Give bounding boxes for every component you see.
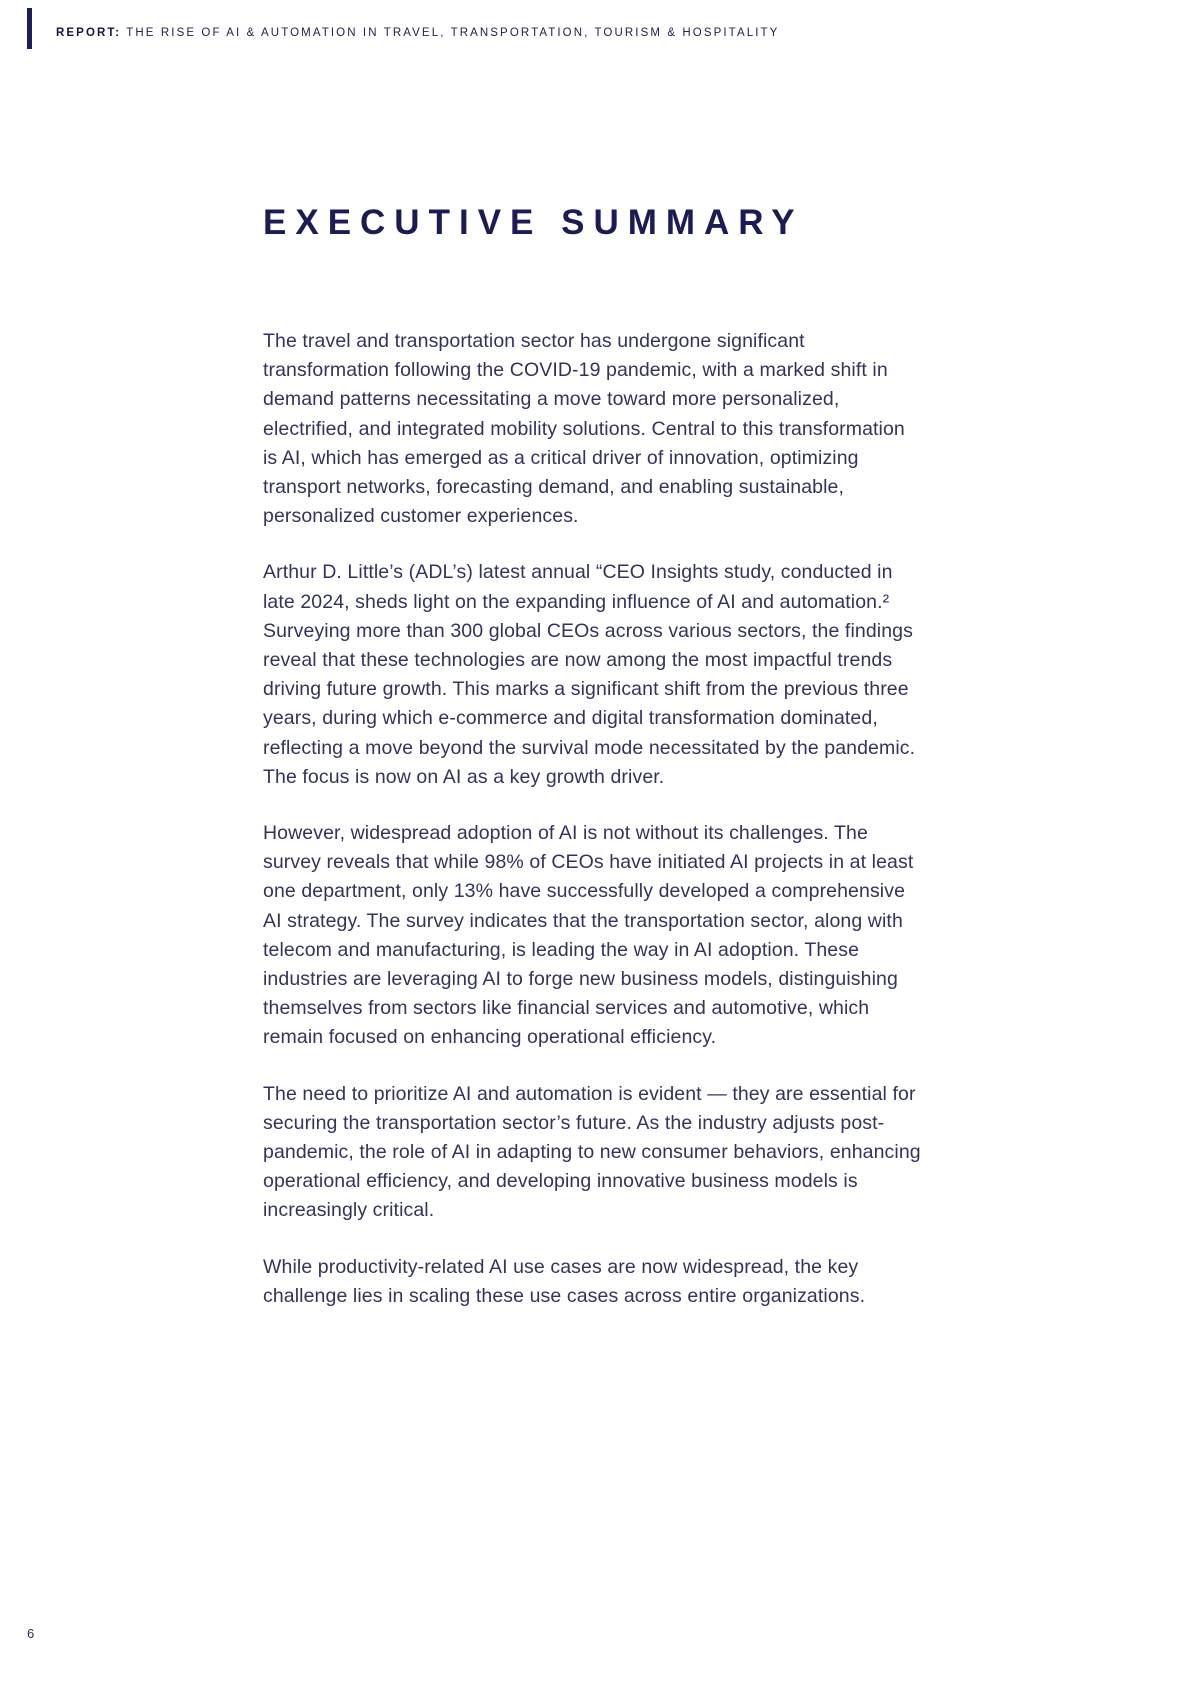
report-header-title: THE RISE OF AI & AUTOMATION IN TRAVEL, TRANSPORTATION, TOURISM & HOSPITALITY (121, 27, 780, 39)
summary-paragraph-5: While productivity-related AI use cases are now widespread, the key challenge lies in scaling these use cases across entire organizations. (263, 1255, 866, 1307)
section-title: EXECUTIVE SUMMARY (263, 203, 804, 242)
summary-paragraph-3: However, widespread adoption of AI is not without its challenges. The survey reveals that while 98% of CEOs have initiated AI projects in at least one department, only 13% have successfully developed a comprehensive AI strategy. The survey indicates that the transportation sector, along with telecom and manufacturing, is leading the way in AI adoption. These industries are leveraging AI to forge new business models, distinguishing themselves from sectors like financial services and automotive, which remain focused on enhancing operational efficiency. (263, 822, 914, 1049)
summary-paragraph-2: Arthur D. Little’s (ADL’s) latest annual “CEO Insights study, conducted in late 2024, sheds light on the expanding influence of AI and automation.² Surveying more than 300 global CEOs across various sectors, the findings reveal that these technologies are now among the most impactful trends driving future growth. This marks a significant shift from the previous three years, during which e-commerce and digital transformation dominated, reflecting a move beyond the survival mode necessitated by the pandemic. The focus is now on AI as a key growth driver. (263, 561, 916, 788)
summary-paragraph-4: The need to prioritize AI and automation is evident — they are essential for securing the transportation sector’s future. As the industry adjusts post-pandemic, the role of AI in adapting to new consumer behaviors, enhancing operational efficiency, and developing innovative business models is increasingly critical. (263, 1082, 921, 1222)
header-accent-bar (27, 8, 32, 49)
report-header (56, 27, 779, 39)
page-number: 6 (27, 1626, 35, 1641)
report-header-label: REPORT: (56, 27, 122, 39)
executive-summary-section (263, 201, 923, 1338)
summary-paragraph-1: The travel and transportation sector has undergone significant transformation following the COVID-19 pandemic, with a marked shift in demand patterns necessitating a move toward more personalized, electrified, and integrated mobility solutions. Central to this transformation is AI, which has emerged as a critical driver of innovation, optimizing transport networks, forecasting demand, and enabling sustainable, personalized customer experiences. (263, 330, 905, 528)
